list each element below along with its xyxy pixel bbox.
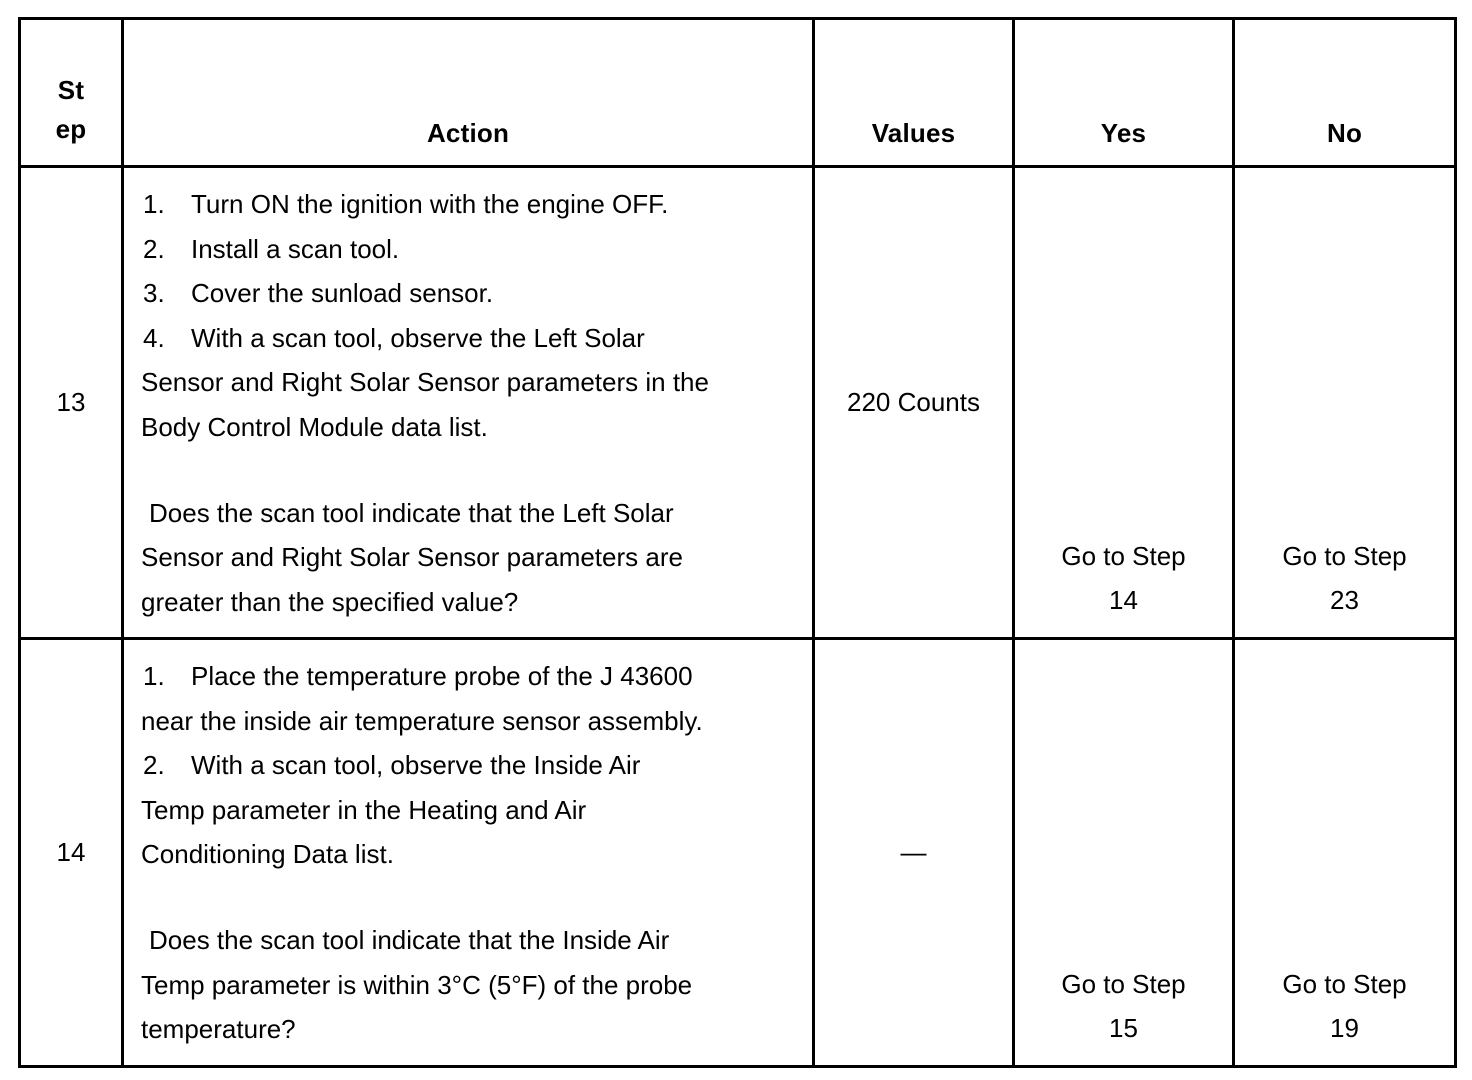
action-item: 2. Install a scan tool. <box>143 233 400 264</box>
action-question: Temp parameter is within 3°C (5°F) of the probe <box>141 969 693 1000</box>
no-cell: Go to Step 23 <box>1234 167 1456 639</box>
action-item-continued: near the inside air temperature sensor assembly. <box>141 705 703 736</box>
yes-step: 14 <box>1109 585 1138 616</box>
yes-header: Yes <box>1014 19 1234 167</box>
action-question: Does the scan tool indicate that the Left Solar <box>149 497 674 528</box>
action-item: 3. Cover the sunload sensor. <box>143 278 494 309</box>
action-item-continued: Body Control Module data list. <box>141 411 488 442</box>
table-row <box>20 639 1456 1067</box>
no-step: 23 <box>1330 585 1359 616</box>
action-item: 2. With a scan tool, observe the Inside Air <box>143 750 641 781</box>
action-question: Does the scan tool indicate that the Inside Air <box>149 924 670 955</box>
action-item-continued: Temp parameter in the Heating and Air <box>141 794 587 825</box>
action-item: 1. Place the temperature probe of the J 43600 <box>143 661 693 691</box>
diagnostic-table <box>18 17 1457 1068</box>
action-header: Action <box>123 19 814 167</box>
action-cell <box>123 639 814 1067</box>
yes-cell: Go to Step 14 <box>1014 167 1234 639</box>
action-item: 1. Turn ON the ignition with the engine OFF. <box>143 189 669 219</box>
action-question: temperature? <box>141 1014 296 1045</box>
action-question: greater than the specified value? <box>141 586 519 617</box>
yes-cell: Go to Step 15 <box>1014 639 1234 1067</box>
action-item-continued: Sensor and Right Solar Sensor parameters in the <box>141 367 709 398</box>
step-number: 14 <box>20 639 123 1067</box>
action-cell <box>123 167 814 639</box>
no-cell: Go to Step 19 <box>1234 639 1456 1067</box>
header-row <box>20 19 1456 167</box>
values-header: Values <box>814 19 1014 167</box>
value-cell: — <box>814 639 1014 1067</box>
table-row <box>20 167 1456 639</box>
value-cell: 220 Counts <box>814 167 1014 639</box>
action-item: 4. With a scan tool, observe the Left Solar <box>143 322 645 353</box>
step-header: St ep <box>20 19 123 167</box>
no-step: 19 <box>1330 1013 1359 1044</box>
step-number: 13 <box>20 167 123 639</box>
action-item-continued: Conditioning Data list. <box>141 839 394 870</box>
no-header: No <box>1234 19 1456 167</box>
action-question: Sensor and Right Solar Sensor parameters are <box>141 542 683 573</box>
yes-step: 15 <box>1109 1013 1138 1044</box>
